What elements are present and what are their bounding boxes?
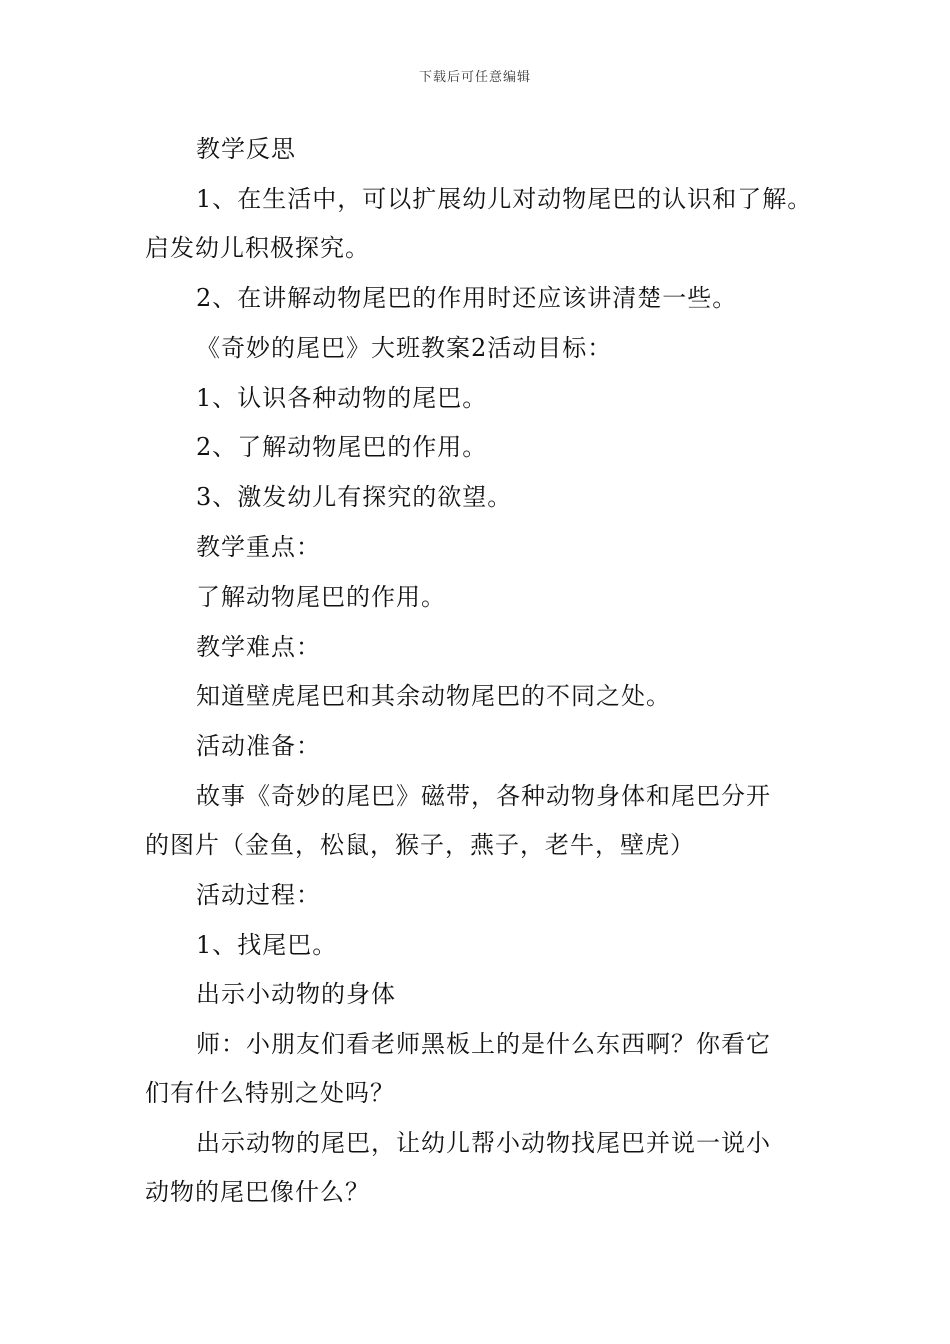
section-heading-reflection: 教学反思: [196, 135, 296, 163]
page-header-note: 下载后可任意编辑: [418, 70, 531, 85]
reflection-item-2: 2、在讲解动物尾巴的作用时还应该讲清楚一些。: [196, 284, 738, 312]
goal-item-3: 3、激发幼儿有探究的欲望。: [196, 483, 513, 511]
tail-activity-text: 出示动物的尾巴，让幼儿帮小动物找尾巴并说一说小: [196, 1129, 771, 1157]
teacher-dialogue: 师：小朋友们看老师黑板上的是什么东西啊？你看它: [196, 1030, 771, 1058]
reflection-item-1: 1、在生活中，可以扩展幼儿对动物尾巴的认识和了解。: [196, 185, 813, 213]
goal-item-2: 2、了解动物尾巴的作用。: [196, 433, 488, 461]
reflection-item-1-continued: 启发幼儿积极探究。: [145, 234, 370, 262]
key-points-text: 了解动物尾巴的作用。: [196, 583, 446, 611]
teacher-dialogue-continued: 们有什么特别之处吗？: [145, 1079, 395, 1107]
difficulties-text: 知道壁虎尾巴和其余动物尾巴的不同之处。: [196, 682, 671, 710]
lesson-title-and-goals-heading: 《奇妙的尾巴》大班教案2活动目标：: [196, 334, 613, 362]
process-step-1-detail: 出示小动物的身体: [196, 980, 396, 1008]
preparation-text: 故事《奇妙的尾巴》磁带，各种动物身体和尾巴分开: [196, 782, 771, 810]
section-heading-process: 活动过程：: [196, 881, 321, 909]
section-heading-key-points: 教学重点：: [196, 533, 321, 561]
preparation-text-continued: 的图片（金鱼，松鼠，猴子，燕子，老牛，壁虎）: [145, 831, 695, 859]
section-heading-difficulties: 教学难点：: [196, 633, 321, 661]
goal-item-1: 1、认识各种动物的尾巴。: [196, 384, 488, 412]
section-heading-preparation: 活动准备：: [196, 732, 321, 760]
tail-activity-text-continued: 动物的尾巴像什么？: [145, 1178, 370, 1206]
process-step-1: 1、找尾巴。: [196, 931, 338, 959]
